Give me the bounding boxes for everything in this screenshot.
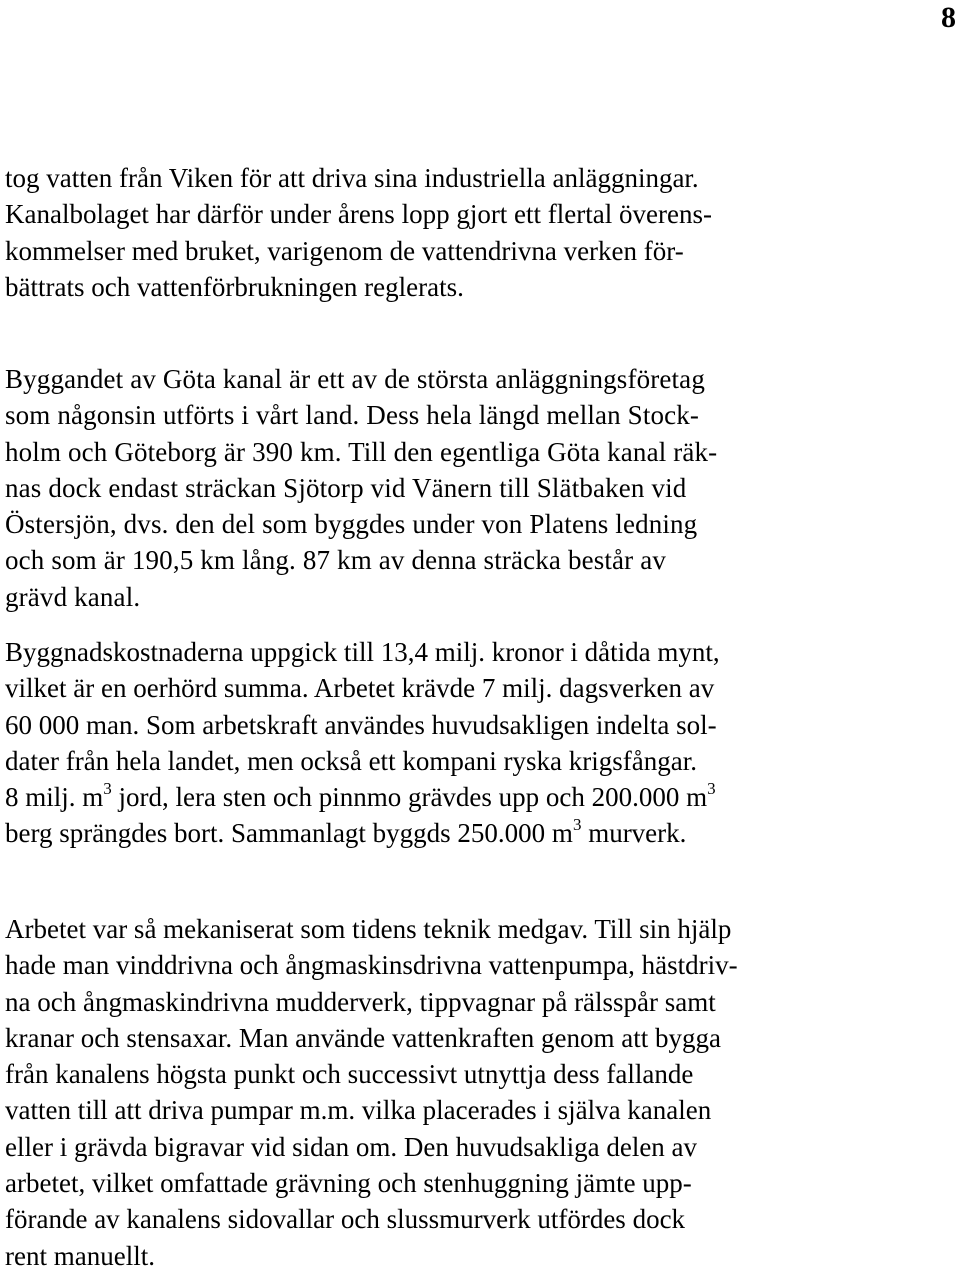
text-line: kranar och stensaxar. Man använde vattenkraften genom att bygga [5,1022,721,1053]
text-line: Östersjön, dvs. den del som byggdes under von Platens ledning [5,509,698,540]
text-line: Arbetet var så mekaniserat som tidens teknik medgav. Till sin hjälp [5,914,732,944]
text-line: rent manuellt. [5,1240,155,1271]
text-line: na och ångmaskindrivna mudderverk, tippvagnar på rälsspår samt [5,986,716,1017]
text-line: vilket är en oerhörd summa. Arbetet krävde 7 milj. dagsverken av [5,673,715,704]
text-line: som någonsin utförts i vårt land. Dess hela längd mellan Stock- [5,400,700,431]
text-segment: 8 milj. m [5,782,104,813]
text-line: Kanalbolaget har därför under årens lopp gjort ett flertal överens- [5,199,712,230]
text-line: och som är 190,5 km lång. 87 km av denna sträcka består av [5,545,667,576]
superscript: 3 [572,815,582,835]
paragraph-4 [5,911,738,1274]
paragraph-2 [5,361,717,615]
superscript: 3 [707,779,716,799]
text-line: Byggandet av Göta kanal är ett av de största anläggningsföretag [5,364,705,394]
text-line: 60 000 man. Som arbetskraft användes huvudsakligen indelta sol- [5,709,717,740]
text-segment: murverk. [581,818,687,849]
text-line: holm och Göteborg är 390 km. Till den egentliga Göta kanal räk- [5,436,718,467]
text-segment: berg sprängdes bort. Sammanlagt byggds 250.000 m [5,818,573,849]
text-line-with-superscript [5,779,720,815]
text-line: grävd kanal. [5,581,141,612]
text-segment: jord, lera sten och pinnmo grävdes upp och 200.000 m [111,782,708,813]
text-line: dater från hela landet, men också ett kompani ryska krigsfångar. [5,745,697,776]
text-line: vatten till att driva pumpar m.m. vilka placerades i själva kanalen [5,1095,712,1126]
text-line-with-superscript [5,815,720,851]
text-line: bättrats och vattenförbrukningen reglerats. [5,271,464,302]
text-line: kommelser med bruket, varigenom de vattendrivna verken för- [5,235,684,266]
text-line: arbetet, vilket omfattade grävning och stenhuggning jämte upp- [5,1168,692,1199]
paragraph-3 [5,634,720,852]
text-line: tog vatten från Viken för att driva sina industriella anläggningar. [5,163,699,193]
text-line: Byggnadskostnaderna uppgick till 13,4 milj. kronor i dåtida mynt, [5,637,720,667]
text-line: från kanalens högsta punkt och successivt utnyttja dess fallande [5,1059,694,1090]
superscript: 3 [103,779,112,799]
text-line: eller i grävda bigravar vid sidan om. Den huvudsakliga delen av [5,1131,698,1162]
text-line: hade man vinddrivna och ångmaskinsdrivna vattenpumpa, hästdriv- [5,950,738,981]
page-number: 8 [941,1,956,34]
text-line: förande av kanalens sidovallar och slussmurverk utfördes dock [5,1204,686,1235]
text-line: nas dock endast sträckan Sjötorp vid Vänern till Slätbaken vid [5,472,687,503]
paragraph-1 [5,160,712,305]
